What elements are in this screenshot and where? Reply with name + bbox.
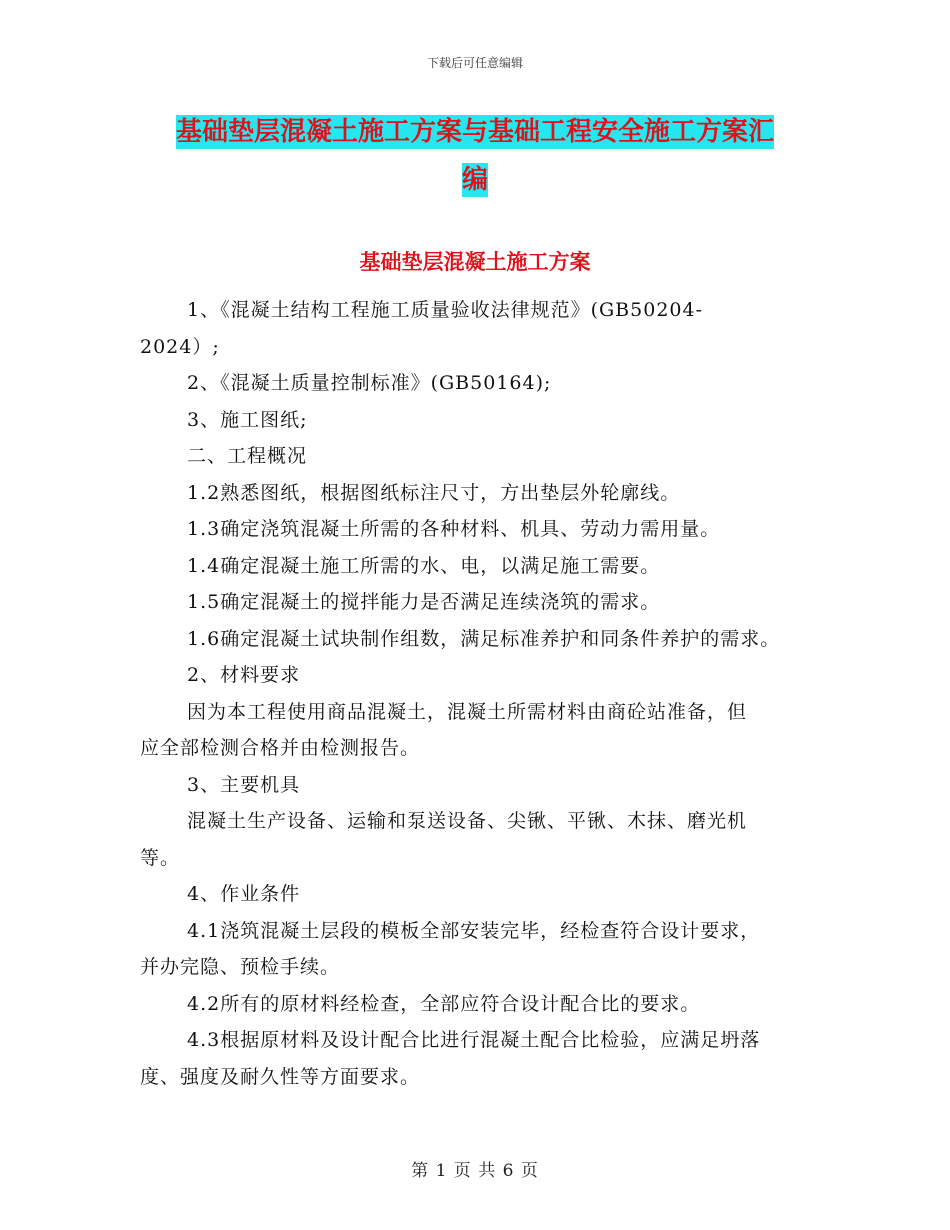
page-header-note: 下载后可任意编辑 — [426, 56, 523, 70]
paragraph: 1.4确定混凝土施工所需的水、电，以满足施工需要。 — [187, 554, 661, 577]
paragraph: 1.5确定混凝土的搅拌能力是否满足连续浇筑的需求。 — [187, 591, 661, 613]
paragraph: 二、工程概况 — [187, 445, 308, 467]
paragraph: 3、施工图纸; — [187, 408, 308, 431]
paragraph: 2、材料要求 — [187, 664, 301, 686]
paragraph: 1.6确定混凝土试块制作组数，满足标准养护和同条件养护的需求。 — [187, 627, 781, 650]
paragraph: 1.3确定浇筑混凝土所需的各种材料、机具、劳动力需用量。 — [187, 518, 721, 540]
paragraph: 4、作业条件 — [187, 883, 301, 905]
paragraph: 混凝土生产设备、运输和泵送设备、尖锹、平锹、木抹、磨光机 等。 — [140, 810, 748, 869]
section-title: 基础垫层混凝土施工方案 — [359, 249, 591, 274]
paragraph: 因为本工程使用商品混凝土，混凝土所需材料由商砼站准备，但 应全部检测合格并由检测报告。 — [140, 700, 748, 759]
document-title — [140, 108, 810, 204]
paragraph: 1.2熟悉图纸，根据图纸标注尺寸，方出垫层外轮廓线。 — [187, 481, 681, 504]
document-body — [140, 292, 830, 1095]
paragraph: 4.1浇筑混凝土层段的模板全部安装完毕，经检查符合设计要求， 并办完隐、预检手续。 — [140, 919, 761, 978]
paragraph: 4.3根据原材料及设计配合比进行混凝土配合比检验，应满足坍落 度、强度及耐久性等方面要求。 — [140, 1029, 761, 1088]
paragraph: 2、《混凝土质量控制标准》(GB50164); — [187, 372, 552, 394]
paragraph: 1、《混凝土结构工程施工质量验收法律规范》(GB50204- 2024）; — [140, 299, 704, 358]
paragraph: 3、主要机具 — [187, 773, 301, 796]
document-title-line-2: 编 — [461, 165, 488, 195]
document-title-line-1: 基础垫层混凝土施工方案与基础工程安全施工方案汇 — [175, 117, 774, 147]
page-number-footer: 第 1 页 共 6 页 — [411, 1161, 539, 1181]
paragraph: 4.2所有的原材料经检查，全部应符合设计配合比的要求。 — [187, 992, 701, 1015]
